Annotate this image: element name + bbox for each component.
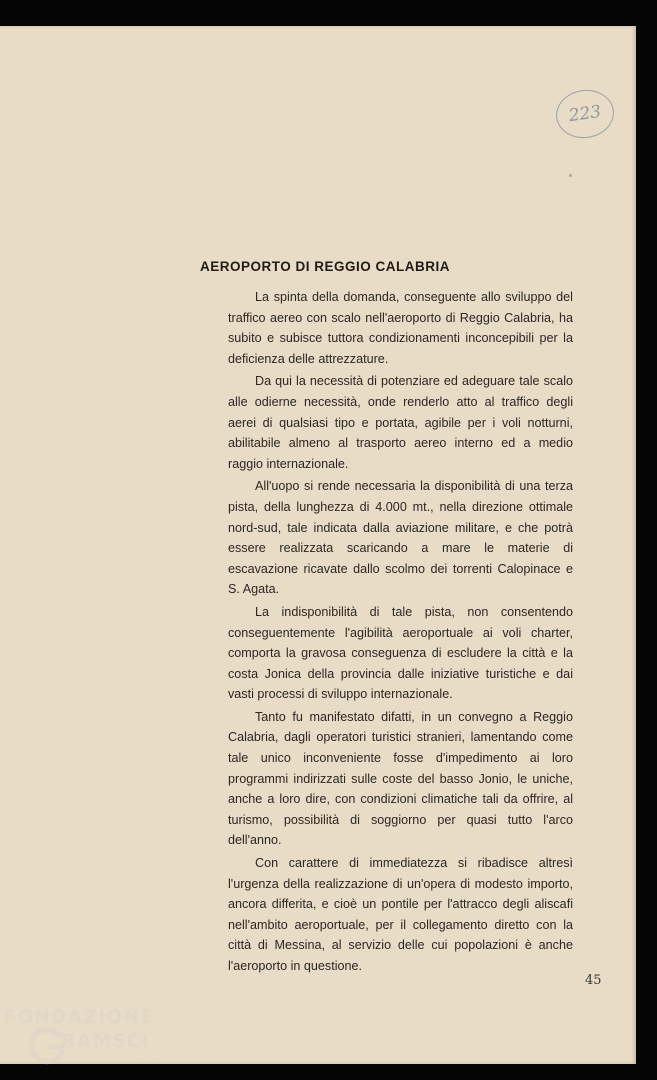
paragraph: La indisponibilità di tale pista, non consentendo conseguentemente l'agibilità aeroportuale ai voli charter, comporta la gravosa conseguenza di escludere la città e la costa Jonica della provincia dalle iniziative turistiche e dai vasti processi di sviluppo internazionale. [228,604,573,702]
paper-speck [569,174,572,177]
archive-number-stamp: 223 [553,86,617,142]
paragraph: All'uopo si rende necessaria la disponibilità di una terza pista, della lunghezza di 4.000 mt., nella direzione ottimale nord-sud, tale indicata dalla aviazione militare, e che potrà essere realizzata scaricando a mare le materie di escavazione ricavate dallo scolmo dei torrenti Calopinace e S. Agata. [228,479,573,597]
paragraph: Tanto fu manifestato difatti, in un convegno a Reggio Calabria, dagli operatori turistici stranieri, lamentando come tale unico inconveniente fosse d'impedimento ai loro programmi indirizzati sulle coste del basso Jonio, le uniche, anche a loro dire, con condizioni climatiche tali da offrire, al turismo, possibilità di soggiorno per quasi tutto l'arco dell'anno. [228,709,573,848]
paragraph: La spinta della domanda, conseguente allo sviluppo del traffico aereo con scalo nell'aeroporto di Reggio Calabria, ha subito e subisce tuttora condizionamenti inconcepibili per la deficienza delle attrezzature. [228,290,573,366]
page-number: 45 [585,973,602,988]
document-body [228,287,573,979]
paragraph: Da qui la necessità di potenziare ed adeguare tale scalo alle odierne necessità, onde renderlo atto al traffico degli aerei di qualsiasi tipo e portata, agibile per i voli notturni, abilitabile almeno al trasporto aereo interno ed a medio raggio internazionale. [228,374,573,471]
paragraph: Con carattere di immediatezza si ribadisce altresì l'urgenza della realizzazione di un'opera di modesto importo, ancora differita, e cioè un pontile per l'attracco degli aliscafi nell'ambito aeroportuale, per il collegamento diretto con la città di Messina, al servizio delle cui popolazioni è anche l'aeroporto in questione. [228,856,573,973]
watermark-line1: FONDAZIONE [3,1006,155,1028]
watermark-line2: RAMSCI [61,1030,150,1052]
watermark-sub: ONLUS [136,1058,162,1064]
page-title: AEROPORTO DI REGGIO CALABRIA [200,259,451,274]
